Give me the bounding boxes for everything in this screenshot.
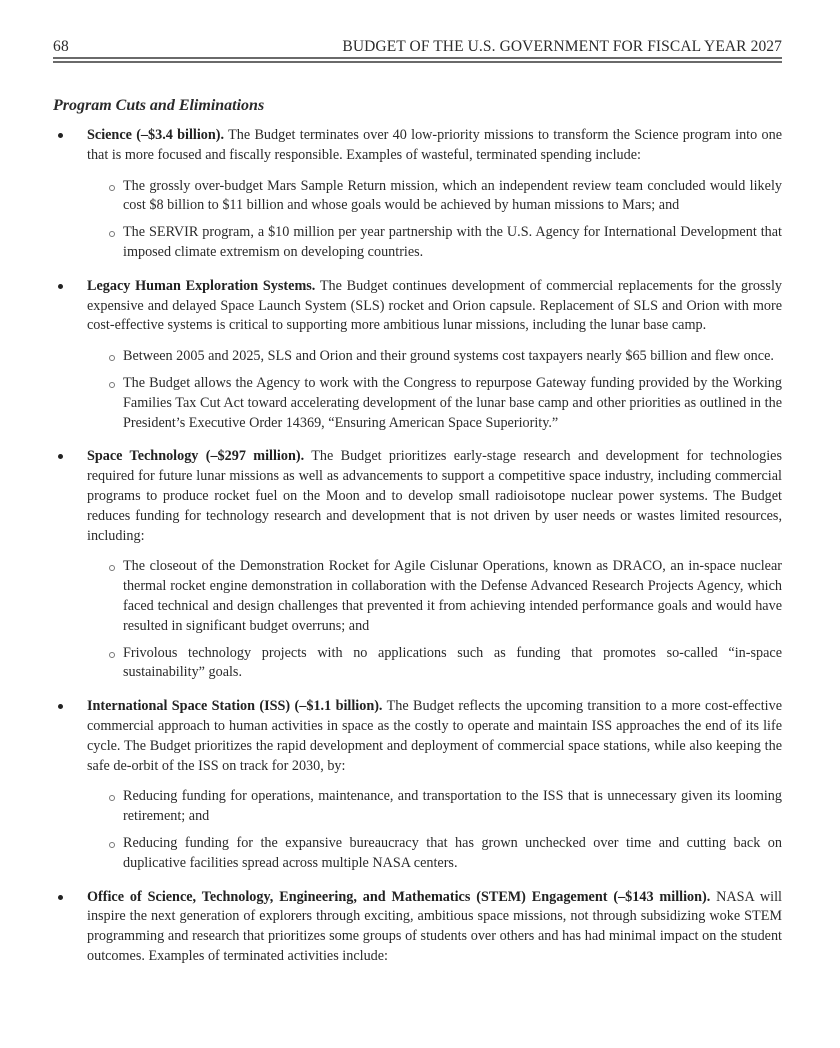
sublist [87, 347, 782, 433]
sublist-item-text: The SERVIR program, a $10 million per year partnership with the U.S. Agency for International Development that imposed climate extremism on developing countries. [123, 224, 782, 260]
list-item-space-technology [53, 447, 782, 683]
sublist-item [123, 834, 782, 874]
item-body: The Budget terminates over 40 low-priority missions to transform the Science program into one that is more focused and fiscally responsible. Examples of wasteful, terminated spending include: [87, 127, 782, 163]
program-cuts-list [53, 126, 782, 981]
item-title: Legacy Human Exploration Systems. [87, 277, 316, 294]
hollow-bullet-icon [109, 355, 115, 361]
header-rule-top [53, 57, 782, 59]
item-body: The Budget reflects the upcoming transition to a more cost-effective commercial approach to human activities in space as the costly to operate and maintain ISS approaches the end of its life cycle. The Budget prioritizes the rapid development and deployment of commercial space stations, while also keeping the safe de-orbit of the ISS on track for 2030, by: [87, 698, 782, 774]
sublist-item [123, 177, 782, 217]
list-item-legacy-human-exploration [53, 277, 782, 434]
sublist [87, 557, 782, 683]
list-item-stem-engagement [53, 888, 782, 967]
sublist-item-text: Reducing funding for the expansive bureaucracy that has grown unchecked over time and cutting back on duplicative facilities spread across multiple NASA centers. [123, 834, 782, 871]
running-title: BUDGET OF THE U.S. GOVERNMENT FOR FISCAL YEAR 2027 [342, 38, 782, 55]
sublist-item [123, 374, 782, 433]
hollow-bullet-icon [109, 382, 115, 388]
sublist-item [123, 223, 782, 263]
bullet-icon [58, 454, 63, 459]
section-heading: Program Cuts and Eliminations [53, 97, 265, 114]
sublist-item-text: Between 2005 and 2025, SLS and Orion and their ground systems cost taxpayers nearly $65 billion and flew once. [123, 348, 774, 365]
sublist-item-text: The closeout of the Demonstration Rocket for Agile Cislunar Operations, known as DRACO, an in-space nuclear thermal rocket engine demonstration in collaboration with the Defense Advanced Research Projects Agency, which faced technical and design challenges that prevented it from achieving intended performance goals and would have resulted in significant budget overruns; and [123, 558, 782, 634]
bullet-icon [58, 133, 63, 138]
sublist-item [123, 644, 782, 684]
hollow-bullet-icon [109, 185, 115, 191]
bullet-icon [58, 704, 63, 709]
item-title: Science (–$3.4 billion). [87, 127, 225, 143]
hollow-bullet-icon [109, 842, 115, 848]
page-number: 68 [53, 38, 69, 55]
item-title: Space Technology (–$297 million). [87, 448, 305, 465]
hollow-bullet-icon [109, 565, 115, 571]
hollow-bullet-icon [109, 795, 115, 801]
list-item-iss [53, 697, 782, 873]
sublist [87, 787, 782, 873]
item-body: The Budget prioritizes early-stage research and development for technologies required for future lunar missions as well as advancements to support a competitive space industry, including commercial programs to produce rocket fuel on the Moon and to develop small radioisotope nuclear power systems. The Budget reduces funding for technology research and development that is not driven by user needs or wastes limited resources, including: [87, 448, 782, 544]
hollow-bullet-icon [109, 652, 115, 658]
bullet-icon [58, 284, 63, 289]
sublist-item-text: The grossly over-budget Mars Sample Return mission, which an independent review team concluded would likely cost $8 billion to $11 billion and whose goals would be achieved by human missions to Mars; and [123, 177, 782, 214]
sublist-item-text: Reducing funding for operations, maintenance, and transportation to the ISS that is unnecessary given its looming retirement; and [123, 788, 782, 825]
sublist [87, 177, 782, 263]
hollow-bullet-icon [109, 231, 115, 237]
item-title: Office of Science, Technology, Engineering, and Mathematics (STEM) Engagement (–$143 million). [87, 888, 711, 905]
sublist-item [123, 347, 782, 367]
sublist-item-text: Frivolous technology projects with no applications such as funding that promotes so-called “in-space sustainability” goals. [123, 644, 782, 681]
item-body: NASA will inspire the next generation of explorers through exciting, ambitious space missions, not through subsidizing woke STEM programming and research that prioritizes some groups of students over others and has had minimal impact on the student outcomes. Examples of terminated activities include: [87, 888, 782, 964]
sublist-item-text: The Budget allows the Agency to work with the Congress to repurpose Gateway funding provided by the Working Families Tax Cut Act toward accelerating development of the lunar base camp and other priorities as outlined in the President’s Executive Order 14369, “Ensuring American Space Superiority.” [123, 374, 782, 431]
sublist-item [123, 557, 782, 636]
header-rule-bottom [53, 61, 782, 63]
item-title: International Space Station (ISS) (–$1.1 billion). [87, 698, 383, 715]
item-body: The Budget continues development of commercial replacements for the grossly expensive and delayed Space Launch System (SLS) rocket and Orion capsule. Replacement of SLS and Orion with more cost-effective systems is critical to supporting more ambitious lunar missions, including the lunar base camp. [87, 277, 782, 334]
bullet-icon [58, 895, 63, 900]
running-header [53, 32, 782, 56]
list-item-science [53, 126, 782, 263]
sublist-item [123, 787, 782, 827]
